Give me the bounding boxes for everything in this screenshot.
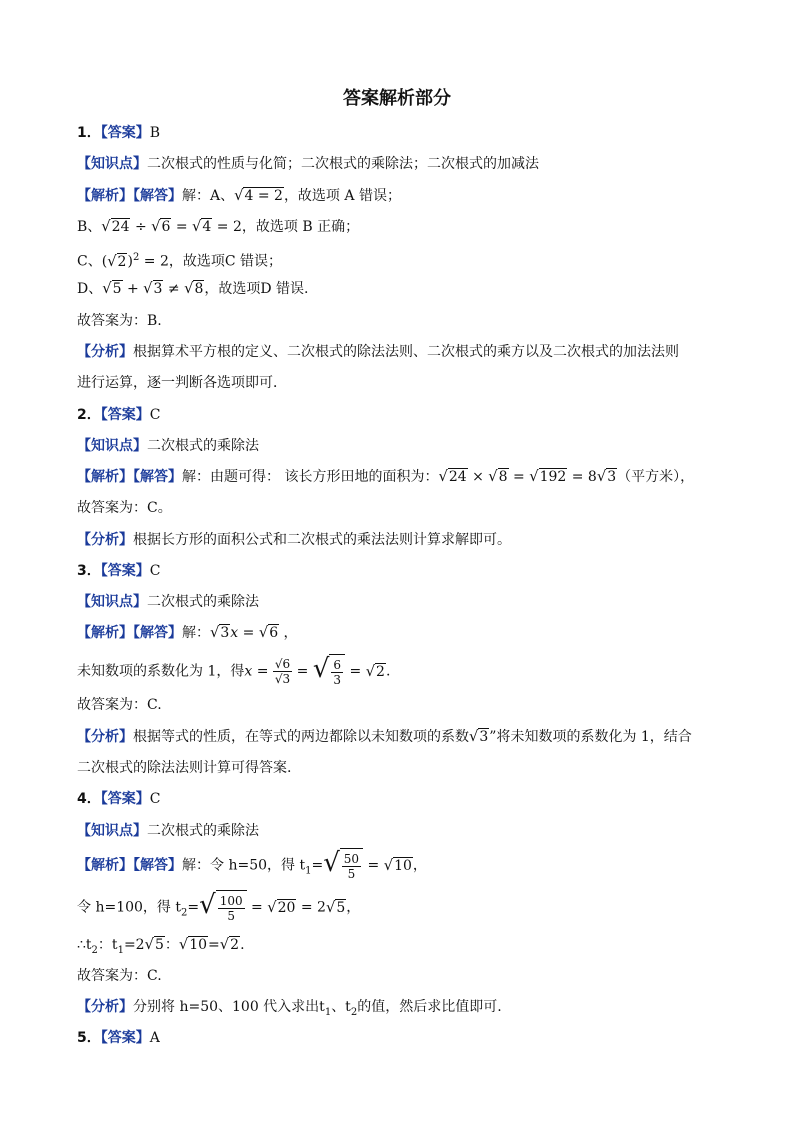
q2-final: 故答案为：C。 xyxy=(77,500,172,516)
answer-tag: 【答案】 xyxy=(100,1030,150,1046)
sqrt-expression: √6 xyxy=(151,218,171,235)
q4-explain-line xyxy=(77,997,502,1023)
q4-l2-r: 20 xyxy=(277,899,296,916)
answer-tag: 【答案】 xyxy=(100,563,150,579)
q1-explain-1: 根据算术平方根的定义、二次根式的除法法则、二次根式的乘方以及二次根式的加法法则 xyxy=(133,344,679,360)
q3-answer: C xyxy=(149,563,161,579)
q4-l3-text: ∴t xyxy=(77,937,92,953)
q3-solution-line-2 xyxy=(77,654,390,689)
explain-tag: 【分析】 xyxy=(77,999,133,1015)
sqrt-expression: √3 xyxy=(210,624,230,641)
q2-l1-res: = 8 xyxy=(571,469,597,485)
q2-explain: 根据长方形的面积公式和二次根式的乘法法则计算求解即可。 xyxy=(133,532,511,548)
q4-l3-eq2: = xyxy=(208,937,220,953)
q3-explain-post: ”将未知数项的系数化为 1，结合 xyxy=(489,729,692,745)
q1-knowledge-line xyxy=(77,154,539,174)
q3-l1-b: 6 xyxy=(269,625,279,641)
sqrt-fraction: √ $\frac{50}{5}$ xyxy=(323,848,363,883)
q1-l4-post: ，故选项D 错误. xyxy=(204,281,309,297)
q1-l3-post: ，故选项C 错误； xyxy=(168,253,283,270)
sqrt-expression: √4 = 2 xyxy=(234,187,283,204)
q1-l3-res: = 2 xyxy=(139,253,169,270)
q1-l1-math: 4 = 2 xyxy=(244,188,283,204)
q1-l3-exp: 2 xyxy=(132,252,140,263)
q4-l1-post: ， xyxy=(412,857,427,874)
q4-l1-text: 解：令 h=50，得 t xyxy=(182,857,306,874)
q1-l4-text: D、 xyxy=(77,281,103,297)
solution-tag: 【解答】 xyxy=(133,469,182,485)
q3-l2-x: x xyxy=(244,663,253,680)
q4-solution-line-3 xyxy=(77,935,245,961)
sqrt-expression: √5 xyxy=(325,898,346,916)
sqrt-expression: √24 xyxy=(438,468,467,485)
q1-solution-line-4 xyxy=(77,279,308,299)
q3-l2-text: 未知数项的系数化为 1，得 xyxy=(77,663,245,680)
q2-knowledge: 二次根式的乘除法 xyxy=(147,438,259,454)
q1-solution-line-2 xyxy=(77,217,359,237)
q3-answer-line xyxy=(77,561,160,581)
q3-l2-eq2: = xyxy=(292,663,313,680)
knowledge-tag: 【知识点】 xyxy=(77,823,147,839)
knowledge-tag: 【知识点】 xyxy=(77,594,147,610)
q3-l1-eq: = xyxy=(238,625,259,641)
analysis-tag: 【解析】 xyxy=(77,857,133,874)
sqrt-expression: √2 xyxy=(219,936,240,953)
q1-l1-text: 解：A、 xyxy=(182,188,235,204)
explain-tag: 【分析】 xyxy=(77,532,133,548)
q1-l4-c: 8 xyxy=(194,281,204,297)
q3-l2-eq3: = xyxy=(345,663,366,680)
q4-l2-eq: = xyxy=(187,899,200,916)
q4-l3-post: . xyxy=(240,937,245,953)
q1-final: 故答案为：B. xyxy=(77,313,162,329)
q4-l2-eq2: = xyxy=(246,899,268,916)
q2-l1-post: （平方米）， xyxy=(617,469,695,485)
q4-l1-eq2: = xyxy=(363,857,384,874)
q4-l2-res: = 2 xyxy=(296,899,326,916)
answer-tag: 【答案】 xyxy=(100,125,150,141)
q3-l2-post: . xyxy=(385,663,391,680)
q1-l4-op: + xyxy=(126,281,139,297)
q4-l1-sub: 1 xyxy=(305,865,312,877)
q2-l1-text: 解：由题可得： 该长方形田地的面积为： xyxy=(182,469,439,485)
q1-l2-a: 24 xyxy=(111,219,130,235)
q4-explain-s1: 1 xyxy=(324,1006,332,1018)
sqrt-expression: √2 xyxy=(107,252,127,270)
q4-explain-pre: 分别将 h=50、100 代入求出t xyxy=(133,999,325,1015)
q4-solution-line-2 xyxy=(77,890,360,930)
q4-l1-eq: = xyxy=(311,857,324,874)
q4-number: 4． xyxy=(77,791,101,807)
q4-l3-sub1: 2 xyxy=(91,944,98,956)
q1-solution-line-3 xyxy=(77,248,282,272)
q1-explain-2: 进行运算，逐一判断各选项即可． xyxy=(77,375,287,391)
q2-l1-a: 24 xyxy=(448,469,467,485)
q3-l2-sd: 3 xyxy=(333,672,342,687)
sqrt-expression: √192 xyxy=(529,468,567,485)
q5-number: 5． xyxy=(77,1030,101,1046)
q3-explain-pre: 根据等式的性质，在等式的两边都除以未知数项的系数 xyxy=(133,729,469,745)
q1-l3-text: C、( xyxy=(77,253,108,270)
q4-l3-colon: ：t xyxy=(97,937,118,953)
answer-tag: 【答案】 xyxy=(100,791,150,807)
sqrt-expression: √8 xyxy=(488,468,508,485)
q1-l4-a: 5 xyxy=(112,281,122,297)
q2-l1-c: 192 xyxy=(539,469,567,485)
q1-l4-ne: ≠ xyxy=(167,281,180,297)
q4-l1-fn: 50 xyxy=(343,851,360,866)
q4-explain-post: 的值，然后求比值即可. xyxy=(357,999,502,1015)
q3-final: 故答案为：C. xyxy=(77,697,162,713)
q3-knowledge-line xyxy=(77,592,259,612)
q4-knowledge: 二次根式的乘除法 xyxy=(147,823,259,839)
explain-tag: 【分析】 xyxy=(77,729,133,745)
q1-l1-post: ，故选项 A 错误； xyxy=(283,188,401,204)
sqrt-expression: √2 xyxy=(365,662,385,680)
sqrt-expression: √3 xyxy=(143,280,163,297)
sqrt-expression: √4 xyxy=(192,218,212,235)
sqrt-expression: √20 xyxy=(267,898,296,916)
q4-solution-line-1 xyxy=(77,848,427,888)
analysis-tag: 【解析】 xyxy=(77,625,133,641)
sqrt-fraction: √ $\frac{100}{5}$ xyxy=(199,890,246,925)
analysis-tag: 【解析】 xyxy=(77,188,133,204)
q1-l2-post: ，故选项 B 正确； xyxy=(241,219,360,235)
q4-l2-r2: 5 xyxy=(336,899,346,916)
q3-l1-text: 解： xyxy=(182,625,210,641)
q2-solution-line xyxy=(77,467,694,487)
sqrt-expression: √10 xyxy=(178,936,208,953)
q1-number: 1． xyxy=(77,125,101,141)
q2-l1-b: 8 xyxy=(498,469,508,485)
q4-explain-mid: 、t xyxy=(331,999,351,1015)
q3-l2-r: 2 xyxy=(376,663,385,680)
q4-knowledge-line xyxy=(77,821,259,841)
q1-l2-text: B、 xyxy=(77,219,102,235)
sqrt-fraction: √ $\frac{6}{3}$ xyxy=(313,654,345,689)
q3-l1-a: 3 xyxy=(220,625,230,641)
q4-l2-sub: 2 xyxy=(181,907,188,919)
knowledge-tag: 【知识点】 xyxy=(77,156,147,172)
q1-answer: B xyxy=(149,125,161,141)
q2-answer: C xyxy=(149,407,161,423)
q4-l3-r1: 5 xyxy=(154,937,164,953)
q2-l1-op: × xyxy=(472,469,484,485)
q1-solution-line-1 xyxy=(77,186,401,206)
q4-l1-fd: 5 xyxy=(347,866,356,881)
q3-l2-sn: 6 xyxy=(333,657,342,672)
q1-l4-b: 3 xyxy=(153,281,163,297)
q1-l3-r: 2 xyxy=(117,253,127,270)
q4-l2-post: ， xyxy=(346,899,361,916)
q2-answer-line xyxy=(77,405,160,425)
sqrt-expression: √3 xyxy=(469,728,489,745)
q4-l3-sub2: 1 xyxy=(117,944,124,956)
q3-l1-x: x xyxy=(230,625,239,641)
q3-knowledge: 二次根式的乘除法 xyxy=(147,594,259,610)
q4-l2-fn: 100 xyxy=(219,893,243,908)
q2-l1-eq: = xyxy=(513,469,525,485)
q3-explain-line-1 xyxy=(77,727,692,747)
q1-l3-mid: ) xyxy=(127,253,133,270)
sqrt-expression: √5 xyxy=(144,936,164,953)
q1-l2-op: ÷ xyxy=(134,219,147,235)
q1-answer-line xyxy=(77,123,160,143)
q3-explain-2: 二次根式的除法法则计算可得答案. xyxy=(77,760,292,776)
q5-answer-line xyxy=(77,1028,160,1048)
q3-solution-line-1 xyxy=(77,623,298,643)
q3-explain-r: 3 xyxy=(479,729,489,745)
sqrt-expression: √5 xyxy=(102,280,122,297)
sqrt-expression: √3 xyxy=(596,468,617,485)
q3-l2-fd: √3 xyxy=(274,672,291,686)
q2-explain-line xyxy=(77,530,511,550)
q5-answer: A xyxy=(149,1030,160,1046)
q4-final: 故答案为：C. xyxy=(77,968,162,984)
q4-explain-s2: 2 xyxy=(350,1006,358,1018)
analysis-tag: 【解析】 xyxy=(77,469,133,485)
knowledge-tag: 【知识点】 xyxy=(77,438,147,454)
q1-knowledge: 二次根式的性质与化简；二次根式的乘除法；二次根式的加减法 xyxy=(147,156,539,172)
q3-l2-fn: √6 xyxy=(274,657,291,671)
q2-number: 2． xyxy=(77,407,101,423)
q4-l2-fd: 5 xyxy=(227,908,235,923)
solution-tag: 【解答】 xyxy=(133,857,182,874)
q1-explain-line-1 xyxy=(77,342,679,362)
q4-l1-r: 10 xyxy=(394,857,412,874)
q4-l2-text: 令 h=100，得 t xyxy=(77,899,181,916)
q4-l3-colon2: ： xyxy=(164,937,179,953)
q4-answer: C xyxy=(149,791,161,807)
solution-tag: 【解答】 xyxy=(133,188,182,204)
q1-l2-res: = 2 xyxy=(216,219,242,235)
q4-l3-eq: =2 xyxy=(123,937,145,953)
q3-number: 3． xyxy=(77,563,101,579)
q2-knowledge-line xyxy=(77,436,259,456)
solution-tag: 【解答】 xyxy=(133,625,182,641)
answer-tag: 【答案】 xyxy=(100,407,150,423)
q4-l3-r3: 2 xyxy=(230,937,240,953)
fraction xyxy=(273,657,292,686)
sqrt-expression: √24 xyxy=(101,218,130,235)
q4-l3-r2: 10 xyxy=(189,937,208,953)
explain-tag: 【分析】 xyxy=(77,344,133,360)
q1-l2-c: 4 xyxy=(202,219,212,235)
sqrt-expression: √6 xyxy=(258,624,279,641)
q2-l1-d: 3 xyxy=(607,469,617,485)
q3-l2-eq: = xyxy=(252,663,273,680)
q1-l2-eq: = xyxy=(175,219,188,235)
sqrt-expression: √10 xyxy=(383,856,412,874)
q1-l2-b: 6 xyxy=(161,219,171,235)
sqrt-expression: √8 xyxy=(184,280,204,297)
page-title: 答案解析部分 xyxy=(343,88,451,109)
q3-l1-post: ， xyxy=(279,625,298,641)
q4-answer-line xyxy=(77,789,160,809)
